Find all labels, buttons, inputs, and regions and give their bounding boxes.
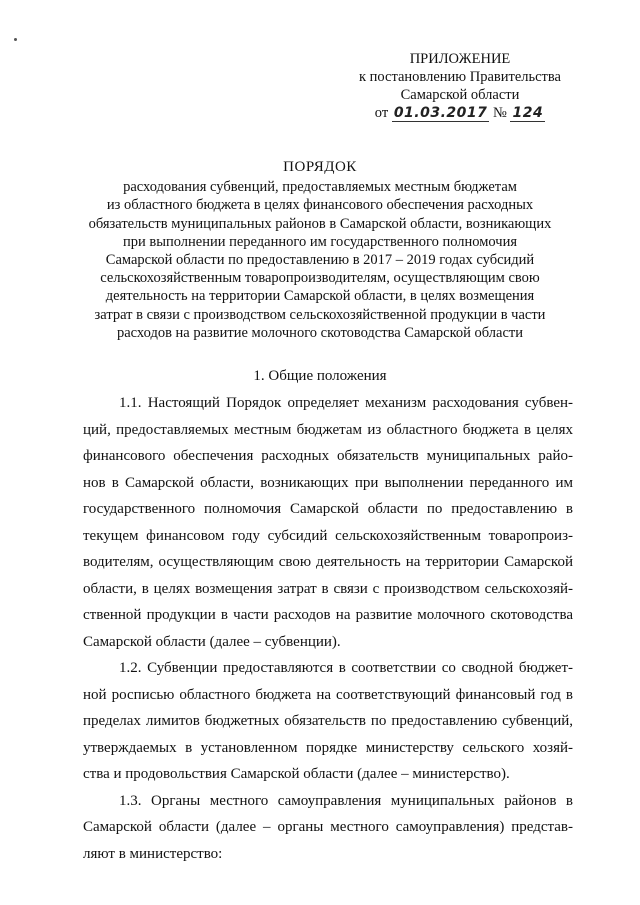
paragraph-1-1-line: финансового обеспечения расходных обязательств муниципальных райо- <box>83 448 573 464</box>
paragraph-1-2-line: ной росписью областного бюджета на соответствующий финансовый год в <box>83 686 573 703</box>
paragraph-1-3-line: 1.3. Органы местного самоуправления муниципальных районов в <box>119 792 573 809</box>
body-text <box>83 390 573 867</box>
title-line: деятельность на территории Самарской области, в целях возмещения <box>105 288 535 305</box>
paragraph-1-2-line: ства и продовольствия Самарской области (далее – министерство). <box>83 766 510 782</box>
paragraph-1-1-line: текущем финансовом году субсидий сельскохозяйственным товаропроиз- <box>83 527 573 544</box>
appendix-date-line <box>340 104 580 122</box>
paragraph-1-1-line: ций, предоставляемых местным бюджетам из областного бюджета в целях <box>83 421 573 438</box>
paragraph-1-1-line: водителям, осуществляющим свою деятельность на территории Самарской <box>83 554 573 570</box>
section-heading: 1. Общие положения <box>253 368 387 384</box>
paragraph-1-1-line: Самарской области (далее – субвенции). <box>83 633 341 650</box>
appendix-line-2: Самарской области <box>400 87 520 103</box>
date-prefix: от <box>374 105 389 121</box>
paragraph-1-3-line: ляют в министерство: <box>83 845 223 862</box>
paragraph-1-3-line: Самарской области (далее – органы местного самоуправления) представ- <box>83 819 573 835</box>
paragraph-1-1-line: нов в Самарской области, возникающих при выполнении переданного им <box>83 474 573 491</box>
title-line: из областного бюджета в целях финансового обеспечения расходных <box>106 197 534 214</box>
title-line: Самарской области по предоставлению в 2017 – 2019 годах субсидий <box>105 252 535 269</box>
appendix-line-1: к постановлению Правительства <box>359 69 561 85</box>
paragraph-1-2-line: 1.2. Субвенции предоставляются в соответствии со сводной бюджет- <box>119 660 573 676</box>
paragraph-1-2-line: пределах лимитов бюджетных обязательств по предоставлению субвенций, <box>83 713 573 729</box>
paragraph-1-1-line: 1.1. Настоящий Порядок определяет механизм расходования субвен- <box>119 395 573 411</box>
document-title-block <box>80 158 560 342</box>
title-line: расходования субвенций, предоставляемых местным бюджетам <box>123 179 517 196</box>
title-line: при выполнении переданного им государственного полномочия <box>122 233 518 250</box>
title-line: расходов на развитие молочного скотоводства Самарской области <box>116 324 524 341</box>
title-line: обязательств муниципальных районов в Самарской области, возникающих <box>88 215 552 232</box>
handwritten-number: 124 <box>512 105 544 121</box>
paragraph-1-1-line: государственного полномочия Самарской области по предоставлению в <box>83 501 573 517</box>
paragraph-1-2-line: утверждаемых в установленном порядке министерству сельского хозяй- <box>83 739 573 756</box>
paragraph-1-1-line: области, в целях возмещения затрат в связи с производством сельскохозяй- <box>83 580 573 597</box>
margin-mark <box>14 38 17 41</box>
appendix-header <box>340 50 580 122</box>
title-line: сельскохозяйственным товаропроизводителям, осуществляющим свою <box>100 270 540 287</box>
document-title: ПОРЯДОК <box>283 159 357 175</box>
number-prefix: № <box>493 105 507 121</box>
paragraph-1-1-line: ственной продукции в части расходов на развитие молочного скотоводства <box>83 607 573 623</box>
title-line: затрат в связи с производством сельскохозяйственной продукции в части <box>94 306 546 323</box>
appendix-title: ПРИЛОЖЕНИЕ <box>409 51 511 67</box>
handwritten-date: 01.03.2017 <box>393 105 488 121</box>
